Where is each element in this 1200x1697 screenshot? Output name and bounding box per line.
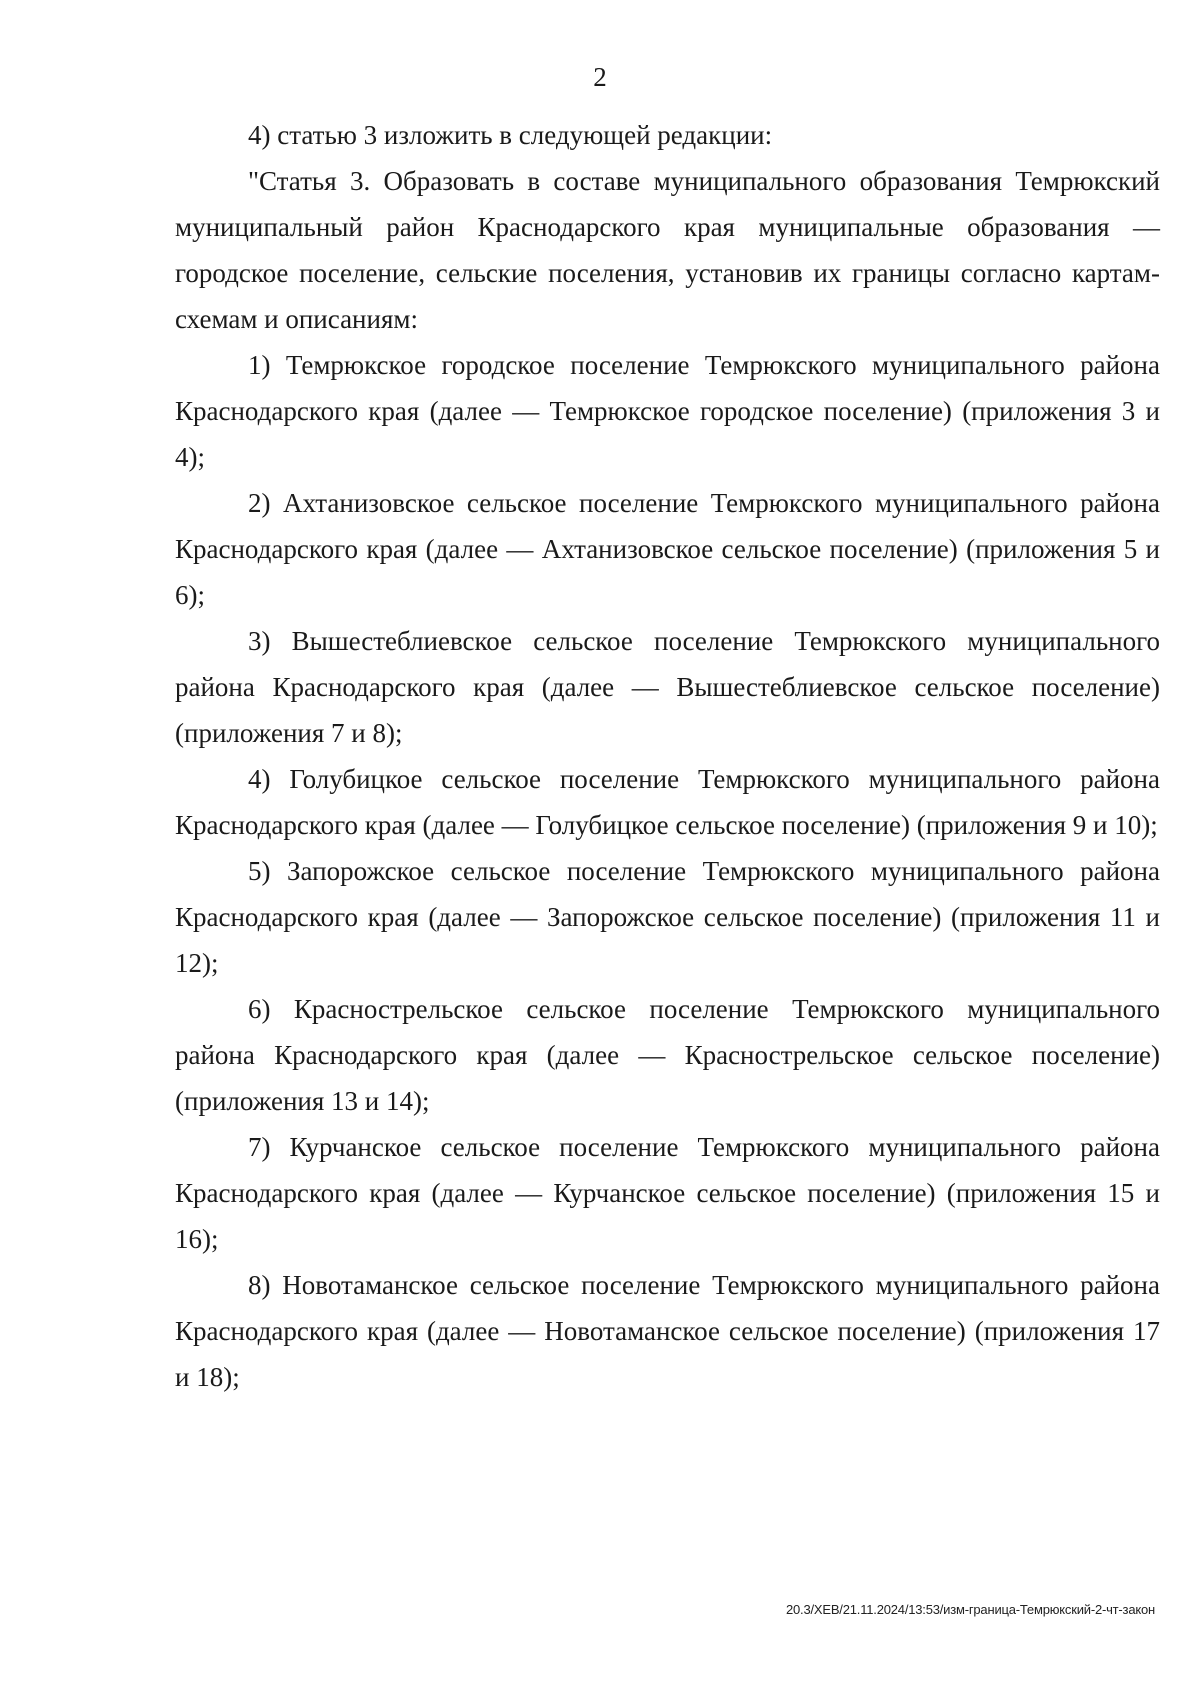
article-paragraph: "Статья 3. Образовать в составе муниципального образования Темрюкский муниципальный район Краснодарского края муниципальные образования — городское поселение, сельские поселения, установив их границы согласно картам-схемам и описаниям: [175,166,1160,334]
list-item-5: 5) Запорожское сельское поселение Темрюкского муниципального района Краснодарского края (далее — Запорожское сельское поселение) (приложения 11 и 12); [175,856,1160,978]
page-number: 2 [593,62,607,92]
list-item-3: 3) Вышестеблиевское сельское поселение Темрюкского муниципального района Краснодарского края (далее — Вышестеблиевское сельское поселение) (приложения 7 и 8); [175,626,1160,748]
list-item-1: 1) Темрюкское городское поселение Темрюкского муниципального района Краснодарского края (далее — Темрюкское городское поселение) (приложения 3 и 4); [175,350,1160,472]
intro-paragraph: 4) статью 3 изложить в следующей редакции: [248,120,773,150]
list-item-7: 7) Курчанское сельское поселение Темрюкского муниципального района Краснодарского края (далее — Курчанское сельское поселение) (приложения 15 и 16); [175,1132,1160,1254]
footer-stamp: 20.3/ХЕВ/21.11.2024/13:53/изм-граница-Темрюкский-2-чт-закон [785,1602,1155,1617]
list-item-6: 6) Краснострельское сельское поселение Темрюкского муниципального района Краснодарского края (далее — Краснострельское сельское поселение) (приложения 13 и 14); [175,994,1160,1116]
document-body [175,112,1160,1400]
list-item-8: 8) Новотаманское сельское поселение Темрюкского муниципального района Краснодарского края (далее — Новотаманское сельское поселение) (приложения 17 и 18); [175,1270,1160,1392]
list-item-4: 4) Голубицкое сельское поселение Темрюкского муниципального района Краснодарского края (далее — Голубицкое сельское поселение) (приложения 9 и 10); [175,764,1160,840]
list-item-2: 2) Ахтанизовское сельское поселение Темрюкского муниципального района Краснодарского края (далее — Ахтанизовское сельское поселение) (приложения 5 и 6); [175,488,1160,610]
